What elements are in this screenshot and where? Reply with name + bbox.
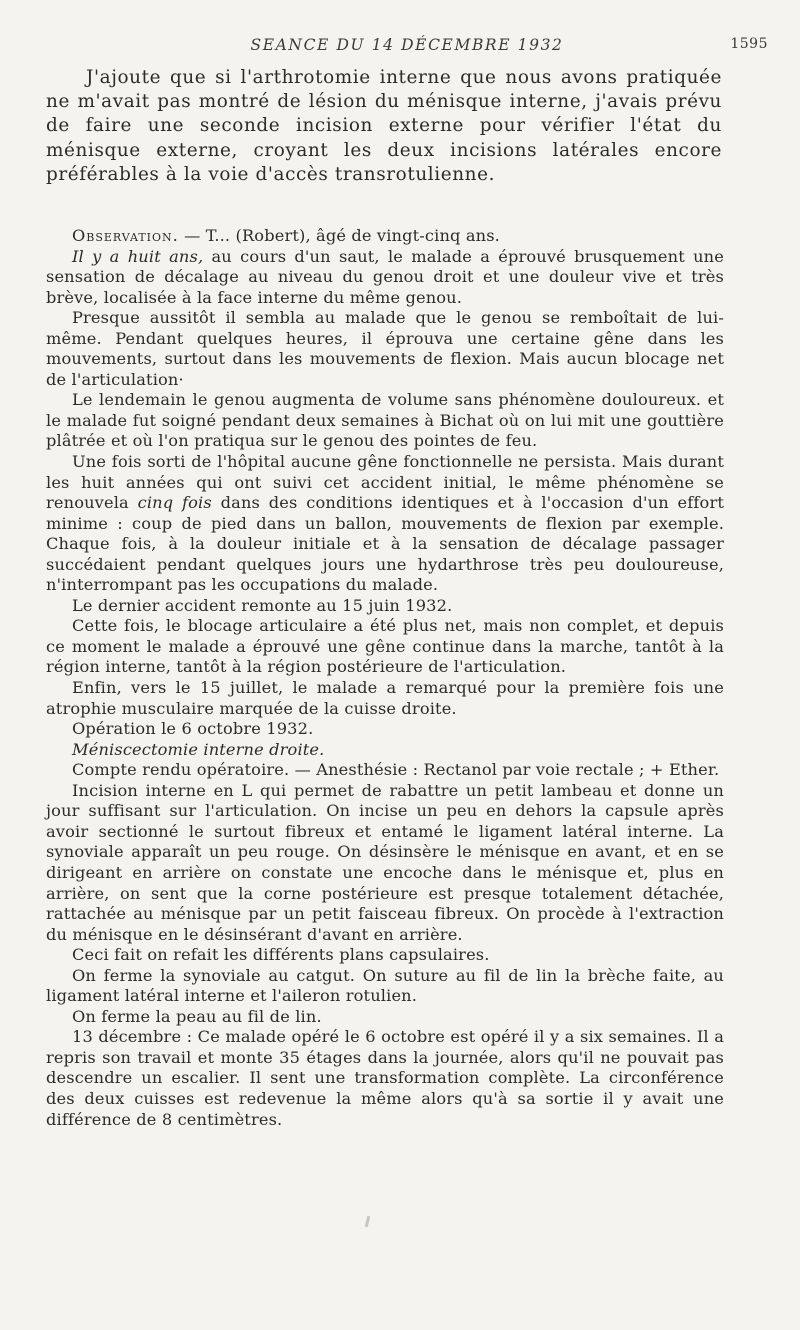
history-text: au cours d'un saut, le malade a éprouvé brusquement une sensation de décalage au niveau du genou droit et une douleur vive et très brève, localisée à la face interne du même genou. — [46, 246, 724, 307]
running-title: SEANCE DU 14 DÉCEMBRE 1932 — [250, 36, 564, 54]
intro-paragraph: J'ajoute que si l'arthrotomie interne que nous avons pratiquée ne m'avait pas montré de lésion du ménisque interne, j'avais prévu de faire une seconde incision externe pour vérifier l'état du ménisque externe, croyant les deux incisions latérales encore préférables à la voie d'accès transrotulienne. — [46, 67, 722, 185]
observation-patient: — T... (Robert), âgé de vingt-cinq ans. — [178, 226, 500, 245]
follow-up-paragraph: 13 décembre : Ce malade opéré le 6 octobre est opéré il y a six semaines. Il a repris son travail et monte 35 étages dans la journée, alors qu'il ne pouvait pas descendre un escalier. Il sent une transformation complète. La circonférence des deux cuisses est redevenue la même alors qu'à sa sortie il y avait une différence de 8 centimètres. — [46, 1027, 724, 1129]
operation-name: Méniscectomie interne droite. — [72, 739, 325, 759]
observation-heading — [46, 226, 724, 247]
capsule-paragraph: Ceci fait on refait les différents plans capsulaires. — [72, 945, 490, 965]
next-day-paragraph: Le lendemain le genou augmenta de volume sans phénomène douloureux. et le malade fut soigné pendant deux semaines à Bichat où on lui mit une gouttière plâtrée et où l'on pratiqua sur le genou des pointes de feu. — [46, 390, 724, 451]
incision-paragraph: Incision interne en L qui permet de rabattre un petit lambeau et donne un jour suffisant sur l'articulation. On incise un peu en dehors la capsule après avoir sectionné le surtout fibreux et entamé le ligament latéral interne. La synoviale apparaît un peu rouge. On désinsère le ménisque en avant, et en se dirigeant en arrière on constate une encoche dans le ménisque et, plus en arrière, on sent que la corne postérieure est presque totalement détachée, rattachée au ménisque par un petit faisceau fibreux. On procède à l'extraction du ménisque en le désinsérant d'avant en arrière. — [46, 780, 724, 944]
recurrence-text-a: Une fois sorti de l'hôpital aucune gêne fonctionnelle ne persista. Mais durant les huit années qui ont suivi cet accident initial, le même phénomène se renouvela — [46, 452, 724, 513]
history-paragraph — [46, 247, 724, 309]
last-accident-paragraph: Le dernier accident remonte au 15 juin 1932. — [72, 595, 453, 615]
atrophy-paragraph: Enfin, vers le 15 juillet, le malade a remarqué pour la première fois une atrophie musculaire marquée de la cuisse droite. — [46, 678, 724, 718]
running-head — [46, 36, 768, 58]
anesthesia-paragraph: Compte rendu opératoire. — Anesthésie : Rectanol par voie rectale ; + Ether. — [72, 760, 720, 780]
page-number: 1595 — [730, 36, 768, 52]
observation-section — [46, 226, 724, 1130]
recurrence-count: cinq fois — [137, 493, 212, 513]
history-lead: Il y a huit ans, — [72, 246, 204, 266]
skin-paragraph: On ferme la peau au fil de lin. — [72, 1006, 322, 1026]
paper-speck — [365, 1216, 371, 1227]
observation-label: Observation. — [72, 226, 179, 245]
reduction-paragraph: Presque aussitôt il sembla au malade que le genou se remboîtait de lui-même. Pendant quelques heures, il éprouva une certaine gêne dans les mouvements, surtout dans les mouvements de flexion. Mais aucun blocage net de l'articulation· — [46, 308, 724, 389]
recurrence-text-b: dans des conditions identiques et à l'occasion d'un effort minime : coup de pied dans un ballon, mouvements de flexion par exemple. Chaque fois, à la douleur initiale et à la sensation de décalage passager succédaient pendant quelques jours une hydarthrose très peu douloureuse, n'interrompant pas les occupations du malade. — [46, 493, 724, 595]
recurrence-paragraph — [46, 452, 724, 596]
blocking-paragraph: Cette fois, le blocage articulaire a été plus net, mais non complet, et depuis ce moment le malade a éprouvé une gêne continue dans la marche, tantôt à la région interne, tantôt à la région postérieure de l'articulation. — [46, 616, 724, 677]
suture-paragraph: On ferme la synoviale au catgut. On suture au fil de lin la brèche faite, au ligament latéral interne et l'aileron rotulien. — [46, 965, 724, 1006]
operation-date: Opération le 6 octobre 1932. — [72, 719, 314, 739]
